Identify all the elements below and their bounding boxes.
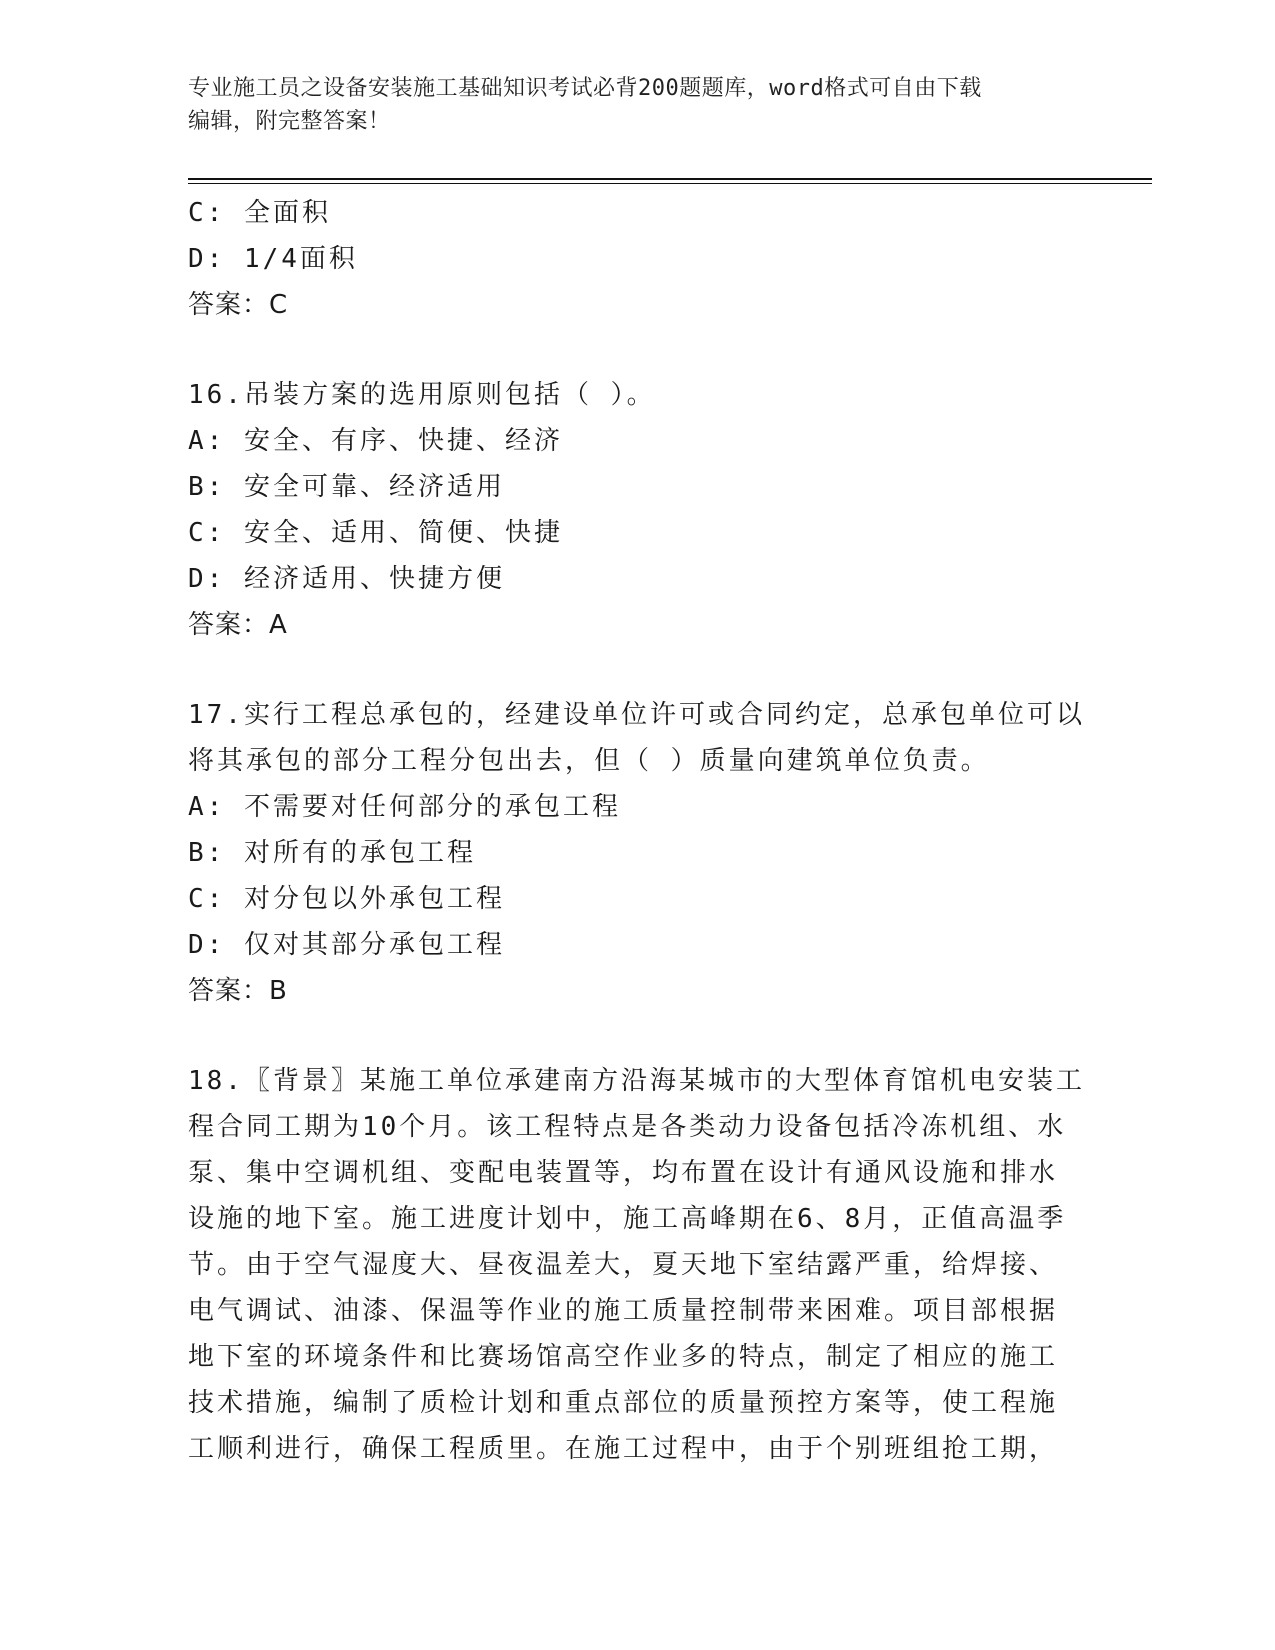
question-stem: 16.吊装方案的选用原则包括（ ）。 — [188, 380, 656, 410]
question-stem-line-3: 泵、集中空调机组、变配电装置等，均布置在设计有通风设施和排水 — [188, 1158, 1059, 1188]
option-c: C: 对分包以外承包工程 — [188, 884, 505, 914]
option-b: B: 对所有的承包工程 — [188, 838, 476, 868]
question-stem-line-2: 程合同工期为10个月。该工程特点是各类动力设备包括冷冻机组、水 — [188, 1112, 1067, 1142]
question-17 — [188, 692, 1088, 1014]
spacer — [188, 1014, 1088, 1058]
option-d: D: 仅对其部分承包工程 — [188, 930, 505, 960]
question-stem-line-2: 将其承包的部分工程分包出去，但（ ）质量向建筑单位负责。 — [188, 746, 990, 776]
answer-line: 答案：B — [188, 976, 288, 1006]
question-16 — [188, 372, 1088, 648]
option-a: A: 安全、有序、快捷、经济 — [188, 426, 563, 456]
spacer — [188, 328, 1088, 372]
question-18 — [188, 1058, 1088, 1472]
option-c: C: 安全、适用、简便、快捷 — [188, 518, 563, 548]
option-d: D: 1/4面积 — [188, 244, 358, 274]
question-stem-line-1: 17.实行工程总承包的，经建设单位许可或合同约定，总承包单位可以 — [188, 700, 1085, 730]
question-stem-line-6: 电气调试、油漆、保温等作业的施工质量控制带来困难。项目部根据 — [188, 1296, 1059, 1326]
spacer — [188, 648, 1088, 692]
header-divider-thin — [188, 183, 1152, 184]
option-d: D: 经济适用、快捷方便 — [188, 564, 505, 594]
question-stem-line-9: 工顺利进行，确保工程质里。在施工过程中，由于个别班组抢工期， — [188, 1434, 1059, 1464]
document-header — [188, 72, 1088, 138]
question-stem-line-5: 节。由于空气湿度大、昼夜温差大，夏天地下室结露严重，给焊接、 — [188, 1250, 1059, 1280]
question-stem-line-8: 技术措施，编制了质检计划和重点部位的质量预控方案等，使工程施 — [188, 1388, 1059, 1418]
question-stem-line-4: 设施的地下室。施工进度计划中，施工高峰期在6、8月，正值高温季 — [188, 1204, 1067, 1234]
option-a: A: 不需要对任何部分的承包工程 — [188, 792, 621, 822]
question-stem-line-1: 18.〖背景〗某施工单位承建南方沿海某城市的大型体育馆机电安装工 — [188, 1066, 1085, 1096]
document-body — [188, 190, 1088, 1472]
header-line-2: 编辑，附完整答案！ — [188, 109, 391, 134]
option-b: B: 安全可靠、经济适用 — [188, 472, 505, 502]
header-divider-thick — [188, 178, 1152, 180]
answer-line: 答案：C — [188, 290, 289, 320]
question-15 — [188, 190, 1088, 328]
question-stem-line-7: 地下室的环境条件和比赛场馆高空作业多的特点，制定了相应的施工 — [188, 1342, 1059, 1372]
header-line-1: 专业施工员之设备安装施工基础知识考试必背200题题库，word格式可自由下载 — [188, 76, 982, 101]
answer-line: 答案：A — [188, 610, 288, 640]
option-c: C: 全面积 — [188, 198, 331, 228]
